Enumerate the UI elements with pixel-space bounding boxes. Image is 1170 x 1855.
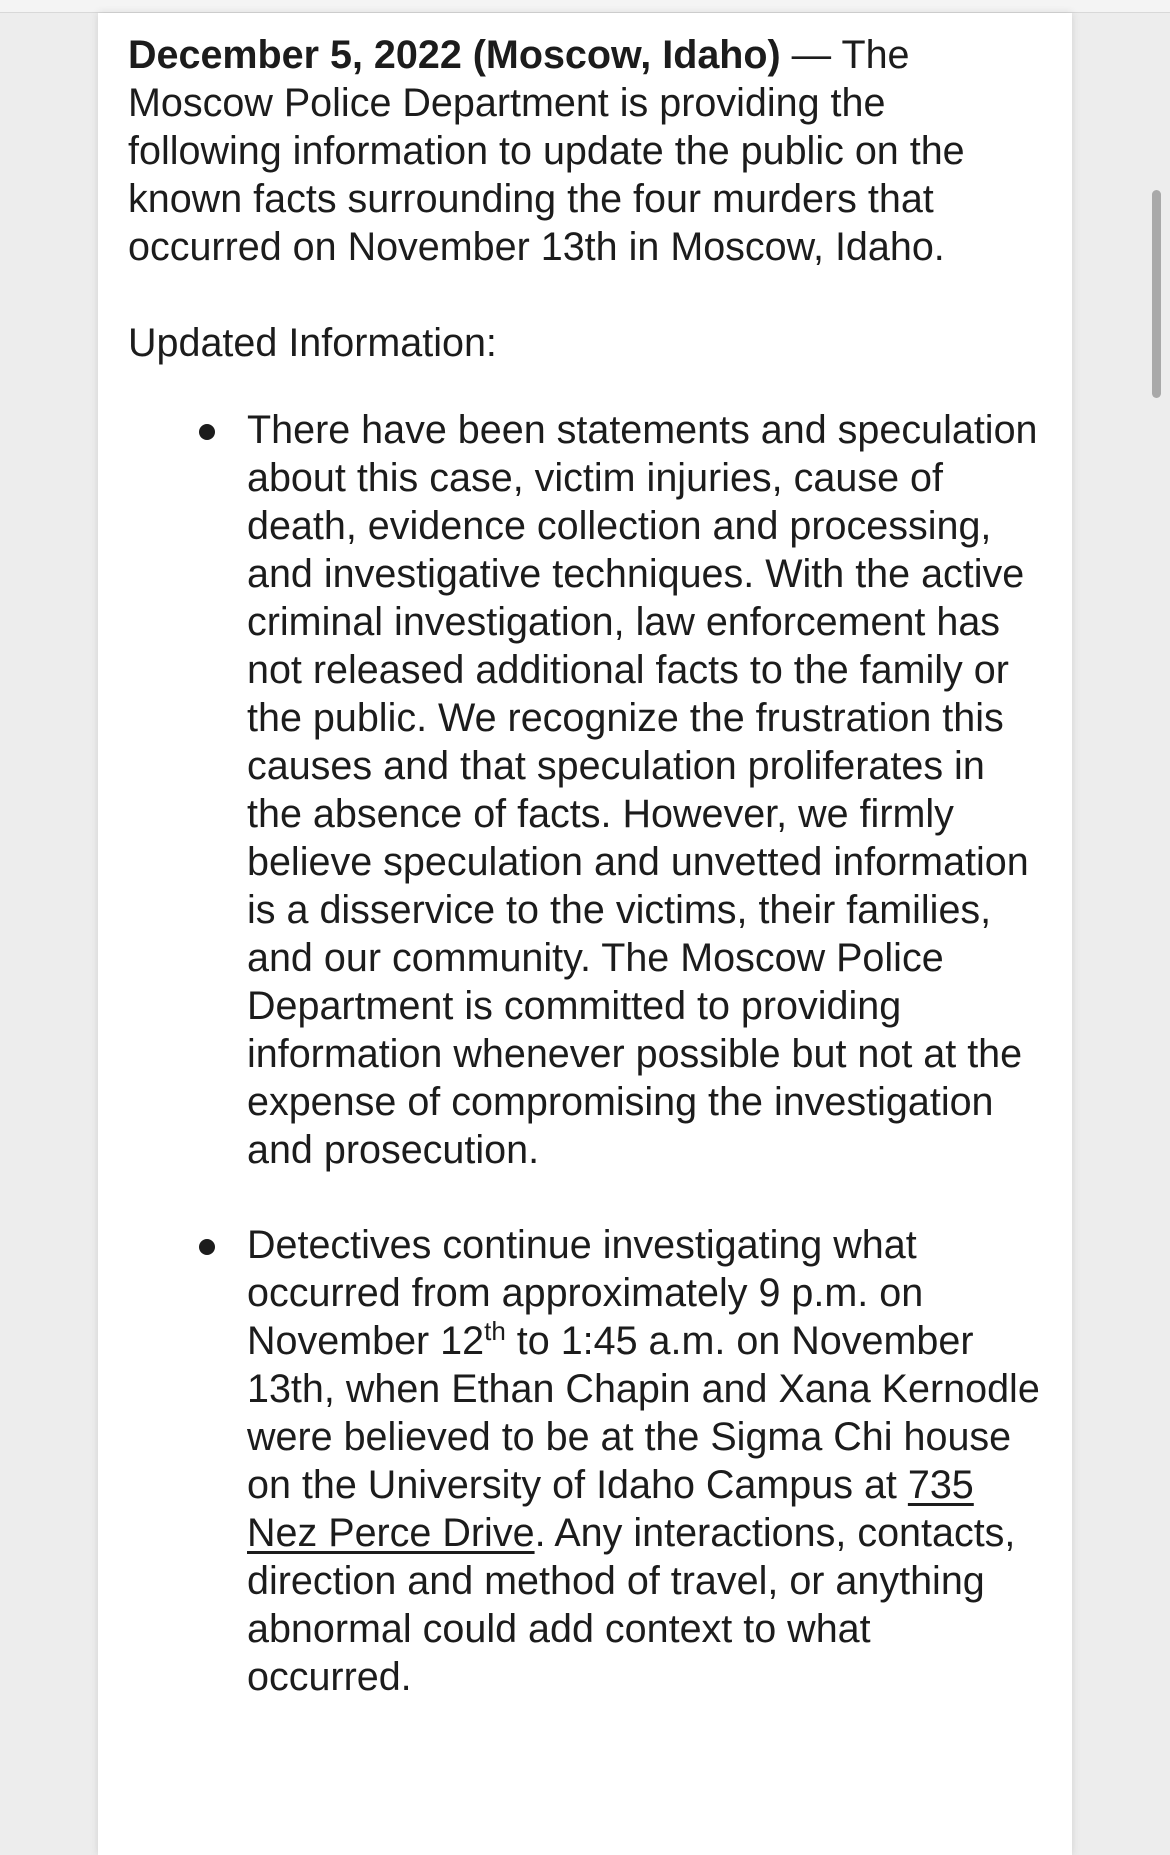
browser-top-bar [0,0,1170,13]
list-item [247,406,1042,1174]
document-page [98,13,1072,1855]
bullet-icon [199,1239,215,1255]
list-item-text: . Any interactions, contacts, direction and method of travel, or anything abnormal could add context to what occurred. [247,1511,1016,1699]
section-label: Updated Information: [128,321,497,365]
address-link[interactable]: 735 Nez Perce Drive [247,1463,974,1555]
scrollbar-thumb[interactable] [1152,190,1161,398]
bullet-icon [199,424,215,440]
bullet-list [128,406,1042,1701]
document-content [128,31,1042,1748]
lead-paragraph [128,31,1042,271]
dateline: December 5, 2022 (Moscow, Idaho) [128,33,781,77]
list-item-text: There have been statements and speculation about this case, victim injuries, cause of death, evidence collection and processing, and investigative techniques. With the active criminal investigation, law enforcement has not released additional facts to the family or the public. We recognize the frustration this causes and that speculation proliferates in the absence of facts. However, we firmly believe speculation and unvetted information is a disservice to the victims, their families, and our community. The Moscow Police Department is committed to providing information whenever possible but not at the expense of compromising the investigation and prosecution. [247,408,1038,1172]
list-item-text: to 1:45 a.m. on November 13th, when Ethan Chapin and Xana Kernodle were believed to be at the Sigma Chi house on the University of Idaho Campus at [247,1319,1040,1507]
list-item-text: Detectives continue investigating what occurred from approximately 9 p.m. on November 12 [247,1223,924,1363]
lead-text: — The Moscow Police Department is providing the following information to update the public on the known facts surrounding the four murders that occurred on November 13th in Moscow, Idaho. [128,33,965,269]
list-item [247,1221,1042,1701]
ordinal-superscript: th [484,1315,506,1346]
